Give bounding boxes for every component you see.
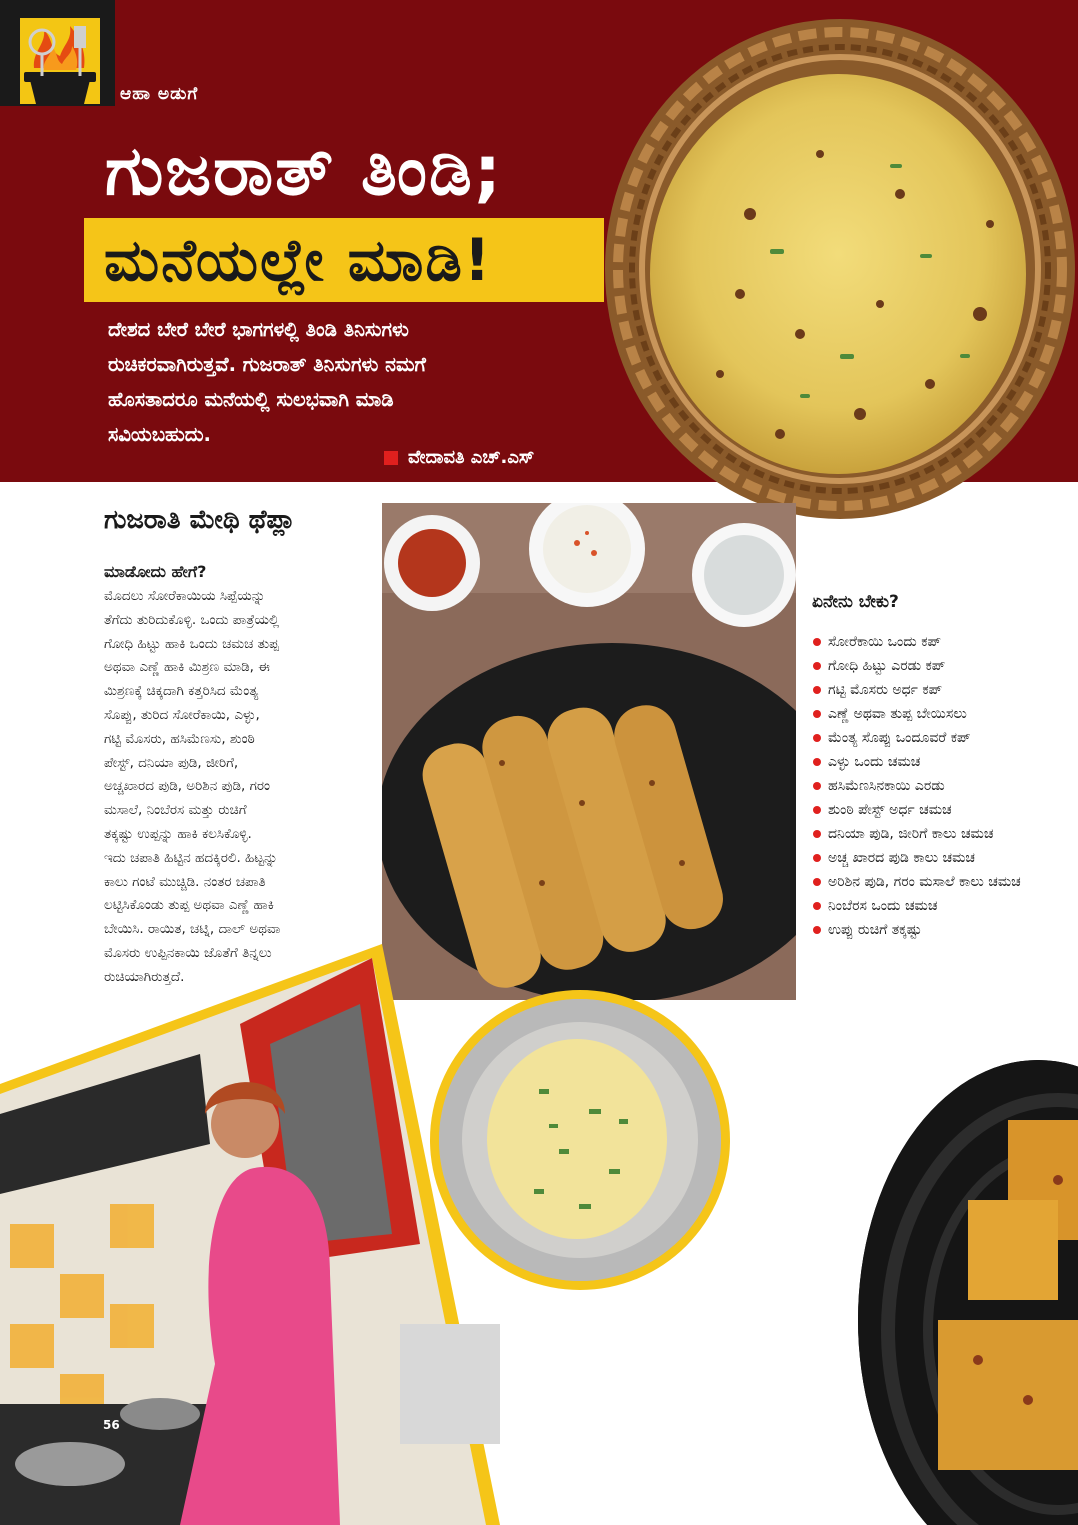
ingredient-item: ಎಳ್ಳು ಒಂದು ಚಮಚ <box>812 750 1022 774</box>
ingredient-item: ಉಪ್ಪು ರುಚಿಗೆ ತಕ್ಕಷ್ಟು <box>812 918 1022 942</box>
ingredient-item: ಅರಿಶಿನ ಪುಡಿ, ಗರಂ ಮಸಾಲೆ ಕಾಲು ಚಮಚ <box>812 870 1022 894</box>
method-line: ಕಾಲು ಗಂಟೆ ಮುಚ್ಚಿಡಿ. ನಂತರ ಚಪಾತಿ <box>104 873 266 890</box>
ingredient-item: ಎಣ್ಣೆ ಅಥವಾ ತುಪ್ಪ ಬೇಯಿಸಲು <box>812 702 1022 726</box>
method-line: ರುಚಿಯಾಗಿರುತ್ತದೆ. <box>104 968 185 985</box>
intro-line: ದೇಶದ ಬೇರೆ ಬೇರೆ ಭಾಗಗಳಲ್ಲಿ ತಿಂಡಿ ತಿನಿಸುಗಳು <box>108 318 409 341</box>
thepla-basket-photo <box>600 14 1078 522</box>
recipe-title: ಗುಜರಾತಿ ಮೇಥಿ ಥೆಪ್ಲಾ <box>104 505 296 535</box>
method-paragraph <box>104 585 376 990</box>
intro-paragraph <box>108 312 608 452</box>
ingredient-item: ನಿಂಬೆರಸ ಒಂದು ಚಮಚ <box>812 894 1022 918</box>
section-label: ಆಹಾ ಅಡುಗೆ <box>120 84 199 104</box>
thepla-rolls-photo <box>382 503 796 1000</box>
ingredient-item: ಶುಂಠಿ ಪೇಸ್ಟ್ ಅರ್ಧ ಚಮಚ <box>812 798 1022 822</box>
ingredient-item: ಮೆಂತ್ಯ ಸೊಪ್ಪು ಒಂದೂವರೆ ಕಪ್ <box>812 726 1022 750</box>
ingredient-item: ಗೋಧಿ ಹಿಟ್ಟು ಎರಡು ಕಪ್ <box>812 654 1022 678</box>
method-line: ಪೇಸ್ಟ್, ದನಿಯಾ ಪುಡಿ, ಜೀರಿಗೆ, <box>104 754 239 771</box>
ingredient-item: ಸೋರೆಕಾಯಿ ಒಂದು ಕಪ್ <box>812 630 1022 654</box>
method-line: ಮೊಸರು ಉಪ್ಪಿನಕಾಯಿ ಜೊತೆಗೆ ತಿನ್ನಲು <box>104 944 272 961</box>
cooking-pot-icon <box>20 18 100 104</box>
method-line: ಅಥವಾ ಎಣ್ಣೆ ಹಾಕಿ ಮಿಶ್ರಣ ಮಾಡಿ, ಈ <box>104 659 270 676</box>
method-line: ಗೋಧಿ ಹಿಟ್ಟು ಹಾಕಿ ಒಂದು ಚಮಚ ತುಪ್ಪ <box>104 635 279 652</box>
chef-kitchen-photo <box>0 944 500 1525</box>
intro-line: ಹೊಸತಾದರೂ ಮನೆಯಲ್ಲಿ ಸುಲಭವಾಗಿ ಮಾಡಿ <box>108 388 394 411</box>
method-line: ಮಿಶ್ರಣಕ್ಕೆ ಚಿಕ್ಕದಾಗಿ ಕತ್ತರಿಸಿದ ಮೆಂತ್ಯ <box>104 683 259 700</box>
author-marker-icon <box>384 451 398 465</box>
method-line: ಸೊಪ್ಪು, ತುರಿದ ಸೋರೆಕಾಯಿ, ಎಳ್ಳು, <box>104 706 260 723</box>
author-name: ವೇದಾವತಿ ಎಚ್.ಎಸ್ <box>408 447 535 468</box>
intro-line: ಸವಿಯಬಹುದು. <box>108 423 211 446</box>
method-line: ಮಸಾಲೆ, ನಿಂಬೆರಸ ಮತ್ತು ರುಚಿಗೆ <box>104 802 247 819</box>
ingredient-item: ದನಿಯಾ ಪುಡಿ, ಜೀರಿಗೆ ಕಾಲು ಚಮಚ <box>812 822 1022 846</box>
headline-line2: ಮನೆಯಲ್ಲೇ ಮಾಡಿ! <box>104 226 493 294</box>
author-byline <box>384 447 534 468</box>
method-heading: ಮಾಡೋದು ಹೇಗೆ? <box>104 562 207 581</box>
method-line: ಇದು ಚಪಾತಿ ಹಿಟ್ಟಿನ ಹದಕ್ಕಿರಲಿ. ಹಿಟ್ಟನ್ನು <box>104 849 278 866</box>
dough-bowl-photo <box>430 990 730 1290</box>
ingredients-list <box>812 630 1022 942</box>
method-line: ಗಟ್ಟಿ ಮೊಸರು, ಹಸಿಮೆಣಸು, ಶುಂಠಿ <box>104 730 255 747</box>
method-line: ಬೇಯಿಸಿ. ರಾಯಿತ, ಚಟ್ನಿ, ದಾಲ್ ಅಥವಾ <box>104 921 281 938</box>
ingredient-item: ಹಸಿಮೆಣಸಿನಕಾಯಿ ಎರಡು <box>812 774 1022 798</box>
page-number: 56 <box>103 1418 120 1432</box>
section-logo <box>0 0 115 106</box>
method-line: ತೆಗೆದು ತುರಿದುಕೊಳ್ಳಿ. ಒಂದು ಪಾತ್ರೆಯಲ್ಲಿ <box>104 611 280 628</box>
ingredient-item: ಅಚ್ಚ ಖಾರದ ಪುಡಿ ಕಾಲು ಚಮಚ <box>812 846 1022 870</box>
headline-line1: ಗುಜರಾತ್ ತಿಂಡಿ; <box>105 132 504 211</box>
method-line: ತಕ್ಕಷ್ಟು ಉಪ್ಪನ್ನು ಹಾಕಿ ಕಲಸಿಕೊಳ್ಳಿ. <box>104 825 252 842</box>
ingredients-heading: ಏನೇನು ಬೇಕು? <box>812 592 899 612</box>
dessert-plate-photo <box>858 1060 1078 1525</box>
intro-line: ರುಚಿಕರವಾಗಿರುತ್ತವೆ. ಗುಜರಾತ್ ತಿನಿಸುಗಳು ನಮಗೆ <box>108 353 426 376</box>
ingredient-item: ಗಟ್ಟಿ ಮೊಸರು ಅರ್ಧ ಕಪ್ <box>812 678 1022 702</box>
method-line: ಮೊದಲು ಸೋರೆಕಾಯಿಯ ಸಿಪ್ಪೆಯನ್ನು <box>104 588 266 604</box>
method-line: ಲಟ್ಟಿಸಿಕೊಂಡು ತುಪ್ಪ ಅಥವಾ ಎಣ್ಣೆ ಹಾಕಿ <box>104 897 274 914</box>
method-line: ಅಚ್ಚಖಾರದ ಪುಡಿ, ಅರಿಶಿನ ಪುಡಿ, ಗರಂ <box>104 778 270 795</box>
